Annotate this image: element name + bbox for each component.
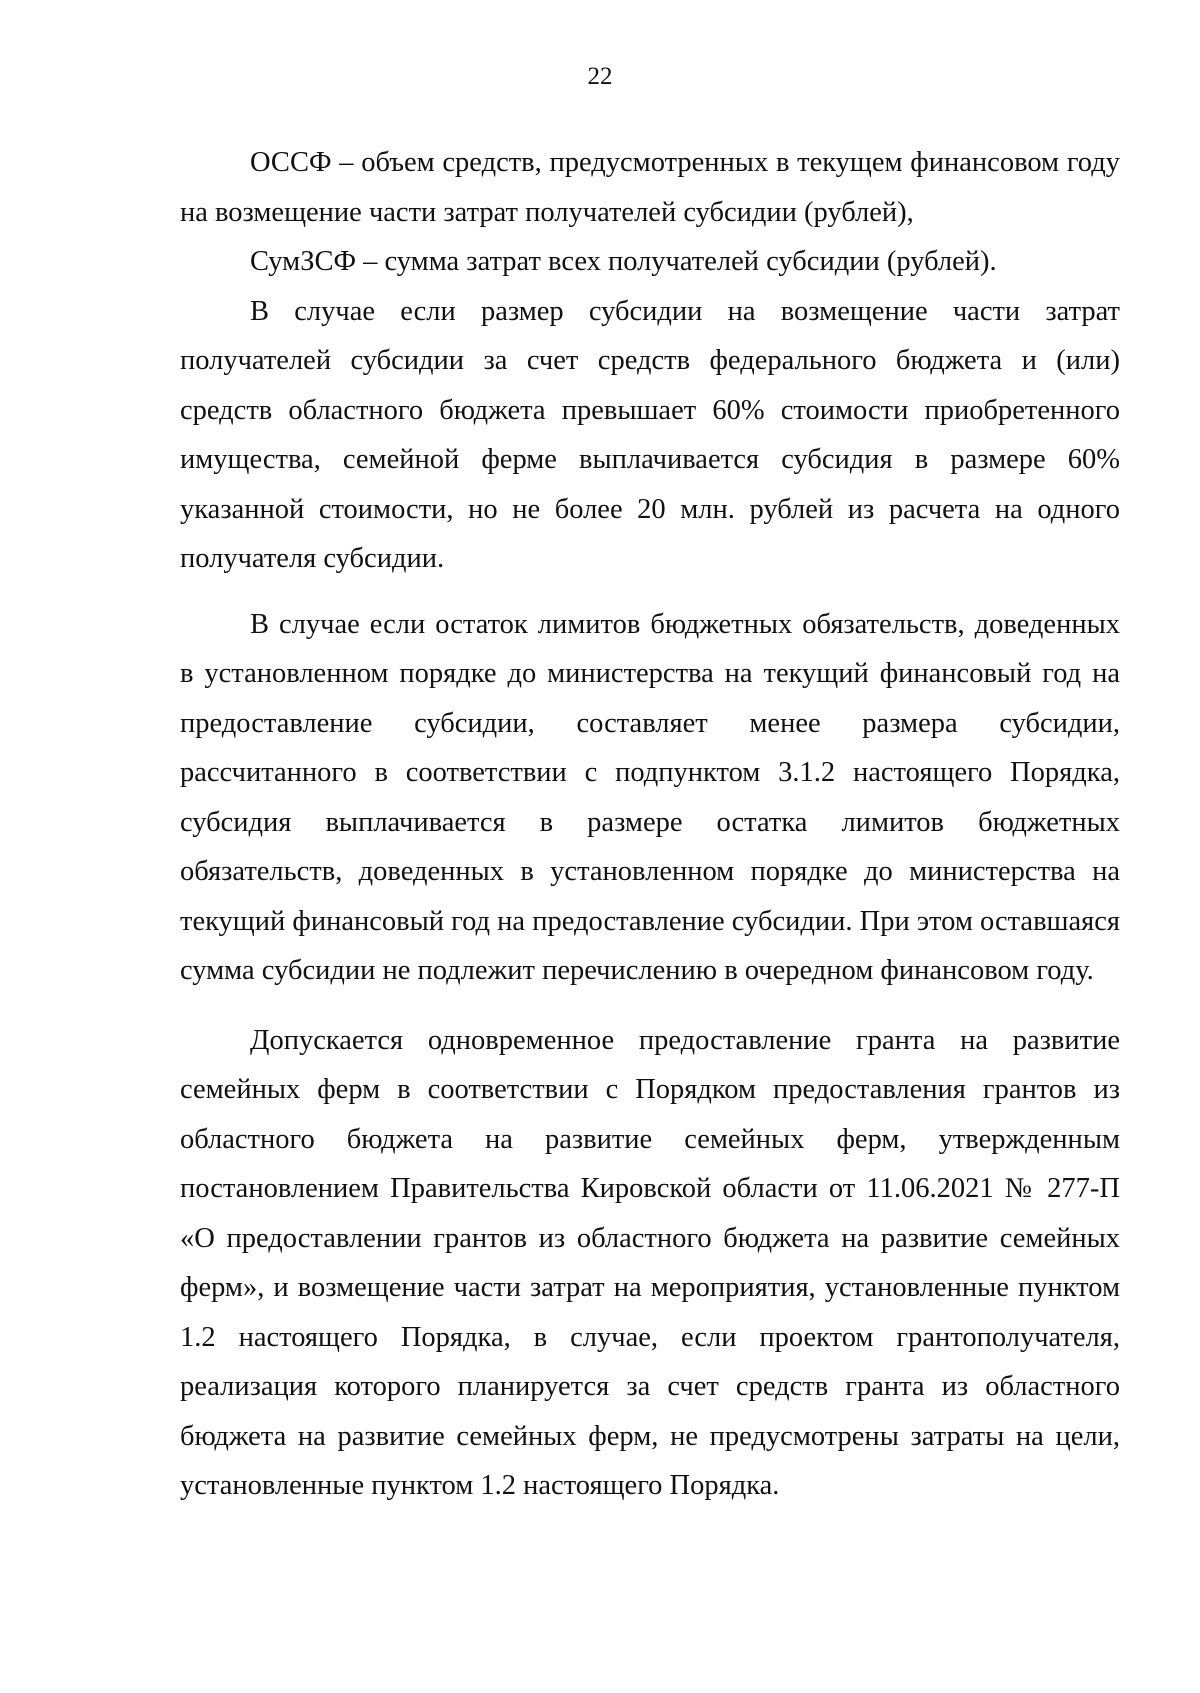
page-number: 22: [587, 63, 613, 90]
document-body: [180, 138, 1120, 1511]
paragraph-grant-combination: Допускается одновременное предоставление гранта на развитие семейных ферм в соответствии с Порядком предоставления грантов из областного бюджета на развитие семейных ферм, утвержденным постановлением Правительства Кировской области от 11.06.2021 № 277-П «О предоставлении грантов из областного бюджета на развитие семейных ферм», и возмещение части затрат на мероприятия, установленные пунктом 1.2 настоящего Порядка, в случае, если проектом грантополучателя, реализация которого планируется за счет средств гранта из областного бюджета на развитие семейных ферм, не предусмотрены затраты на цели, установленные пунктом 1.2 настоящего Порядка.: [180, 1024, 1120, 1501]
paragraph-budget-remainder: В случае если остаток лимитов бюджетных обязательств, доведенных в установленном порядке до министерства на текущий финансовый год на предоставление субсидии, составляет менее размера субсидии, рассчитанного в соответствии с подпунктом 3.1.2 настоящего Порядка, субсидия выплачивается в размере остатка лимитов бюджетных обязательств, доведенных в установленном порядке до министерства на текущий финансовый год на предоставление субсидии. При этом оставшаяся сумма субсидии не подлежит перечислению в очередном финансовом году.: [180, 608, 1120, 986]
paragraph-ossf-definition: ОССФ – объем средств, предусмотренных в текущем финансовом году на возмещение части затрат получателей субсидии (рублей),: [180, 147, 1120, 228]
paragraph-sumzsf-definition: СумЗСФ – сумма затрат всех получателей субсидии (рублей).: [250, 246, 997, 277]
paragraph-subsidy-limit: В случае если размер субсидии на возмещение части затрат получателей субсидии за счет средств федерального бюджета и (или) средств областного бюджета превышает 60% стоимости приобретенного имущества, семейной ферме выплачивается субсидия в размере 60% указанной стоимости, но не более 20 млн. рублей из расчета на одного получателя субсидии.: [180, 295, 1120, 574]
